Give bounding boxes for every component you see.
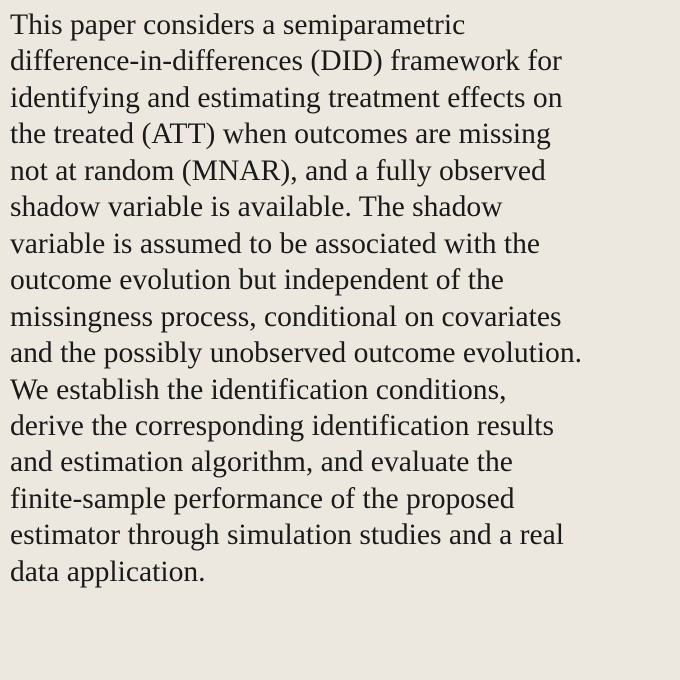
text-line: identifying and estimating treatment effects on xyxy=(10,81,563,114)
text-line: and the possibly unobserved outcome evolution. xyxy=(10,337,583,370)
text-line: estimator through simulation studies and a real xyxy=(10,519,564,552)
text-line: the treated (ATT) when outcomes are missing xyxy=(10,118,551,151)
text-line: derive the corresponding identification results xyxy=(10,409,555,442)
text-line: finite-sample performance of the proposed xyxy=(10,482,515,515)
text-line: difference-in-differences (DID) framework for xyxy=(10,45,562,78)
abstract-text xyxy=(10,7,680,590)
text-line: variable is assumed to be associated with the xyxy=(10,227,541,260)
text-line: data application. xyxy=(10,555,206,588)
text-line: This paper considers a semiparametric xyxy=(10,9,466,41)
text-line: outcome evolution but independent of the xyxy=(10,264,504,297)
text-line: shadow variable is available. The shadow xyxy=(10,191,503,224)
text-line: missingness process, conditional on covariates xyxy=(10,300,562,333)
text-line: not at random (MNAR), and a fully observed xyxy=(10,154,546,187)
text-line: and estimation algorithm, and evaluate the xyxy=(10,446,513,479)
text-line: We establish the identification conditions, xyxy=(10,373,507,406)
